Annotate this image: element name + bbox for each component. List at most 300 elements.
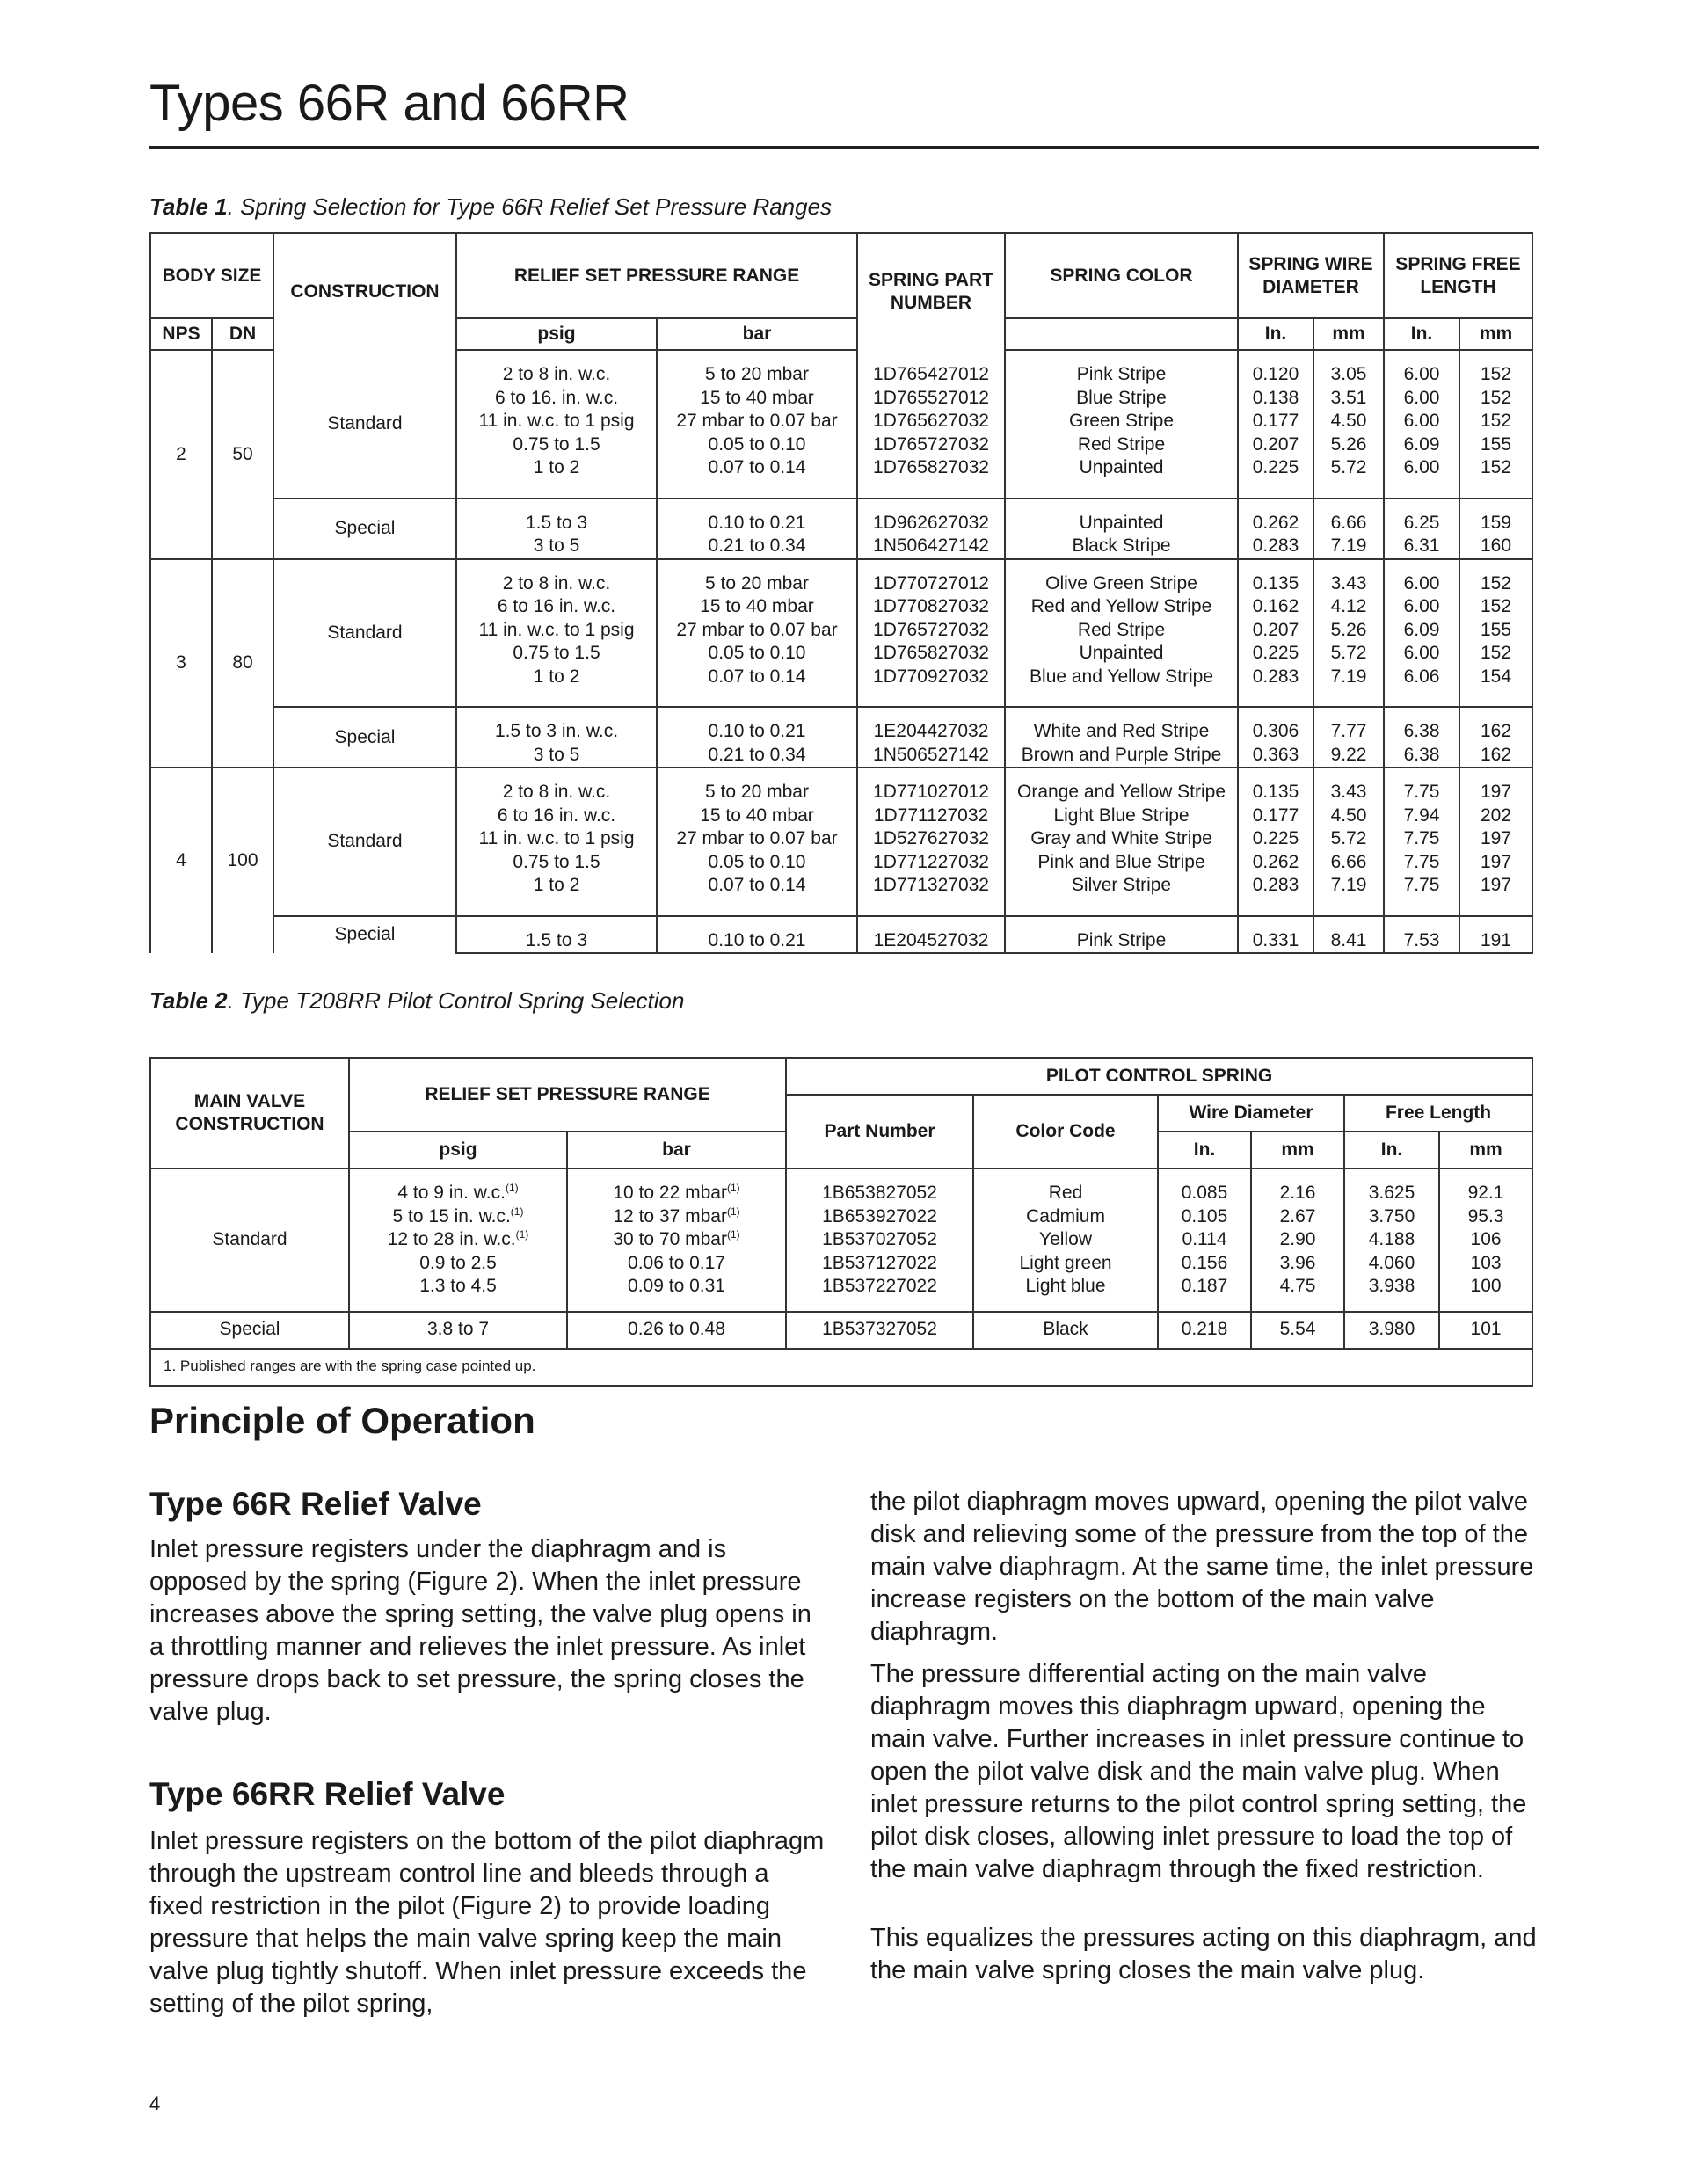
part-number-cell: 1D770827032 (857, 595, 1005, 619)
part-number-cell: 1N506527142 (857, 744, 1005, 768)
header-in2: In. (1384, 318, 1459, 350)
spring-color-cell: Light Blue Stripe (1005, 804, 1238, 828)
spacer-cell (857, 559, 1005, 572)
header-spring-color: SPRING COLOR (1005, 233, 1238, 318)
length-mm-cell: 103 (1439, 1252, 1532, 1276)
length-in-cell: 6.31 (1384, 535, 1459, 559)
part-number-cell: 1D765627032 (857, 410, 1005, 433)
length-in-cell: 6.00 (1384, 410, 1459, 433)
spacer-cell (1005, 559, 1238, 572)
wire-in-cell: 0.262 (1238, 512, 1313, 535)
psig-cell: 2 to 8 in. w.c. (456, 572, 657, 596)
spacer-cell (857, 916, 1005, 929)
spacer-cell (1238, 499, 1313, 512)
part-number-cell: 1D765427012 (857, 363, 1005, 387)
psig-cell: 0.75 to 1.5 (456, 642, 657, 666)
spacer-cell (1005, 480, 1238, 499)
psig-value: 0.9 to 2.5 (419, 1252, 497, 1273)
psig-cell (349, 1228, 567, 1252)
psig-cell: 3 to 5 (456, 535, 657, 559)
table-spacer (150, 499, 1532, 512)
spacer-cell (456, 559, 657, 572)
wire-in-cell: 0.207 (1238, 619, 1313, 643)
bar-cell: 5 to 20 mbar (657, 781, 857, 804)
part-number-cell: 1D770727012 (857, 572, 1005, 596)
header-relief-range: RELIEF SET PRESSURE RANGE (456, 233, 857, 318)
spring-color-cell: Olive Green Stripe (1005, 572, 1238, 596)
length-mm-cell: 197 (1459, 851, 1532, 875)
header-part-number: Part Number (786, 1095, 973, 1168)
spacer-cell (1344, 1168, 1439, 1182)
spacer-cell (1459, 688, 1532, 707)
spacer-cell (786, 1299, 973, 1312)
length-in-cell: 6.09 (1384, 433, 1459, 457)
spacer-cell (857, 480, 1005, 499)
spring-color-cell: Blue Stripe (1005, 387, 1238, 411)
wire-mm-cell: 7.77 (1313, 720, 1384, 744)
wire-mm-cell: 9.22 (1313, 744, 1384, 768)
bar-value: 0.09 to 0.31 (628, 1276, 725, 1296)
wire-in-cell: 0.283 (1238, 666, 1313, 689)
psig-cell: 6 to 16 in. w.c. (456, 595, 657, 619)
wire-mm-cell: 6.66 (1313, 512, 1384, 535)
header-mm1: mm (1251, 1132, 1344, 1168)
bar-cell: 0.26 to 0.48 (567, 1312, 786, 1349)
spacer-cell (1005, 707, 1238, 720)
spacer-cell (1439, 1299, 1532, 1312)
length-in-cell: 3.980 (1344, 1312, 1439, 1349)
wire-mm-cell: 5.26 (1313, 619, 1384, 643)
wire-in-cell: 0.225 (1238, 456, 1313, 480)
length-mm-cell: 152 (1459, 595, 1532, 619)
wire-in-cell: 0.156 (1158, 1252, 1251, 1276)
length-in-cell: 6.00 (1384, 363, 1459, 387)
part-number-cell: 1D771027012 (857, 781, 1005, 804)
spacer-cell (1238, 898, 1313, 916)
length-in-cell: 4.060 (1344, 1252, 1439, 1276)
length-mm-cell: 106 (1439, 1228, 1532, 1252)
wire-mm-cell: 5.26 (1313, 433, 1384, 457)
wire-mm-cell: 4.50 (1313, 804, 1384, 828)
bar-cell (567, 1275, 786, 1299)
wire-mm-cell: 3.51 (1313, 387, 1384, 411)
spacer-cell (1238, 688, 1313, 707)
part-number-cell: 1E204527032 (857, 929, 1005, 954)
table-row (150, 1182, 1532, 1205)
spring-color-cell: Pink Stripe (1005, 929, 1238, 954)
table-spacer (150, 1299, 1532, 1312)
spacer-cell (973, 1168, 1158, 1182)
wire-in-cell: 0.331 (1238, 929, 1313, 954)
spacer-cell (657, 768, 857, 781)
bar-cell: 0.10 to 0.21 (657, 929, 857, 954)
wire-in-cell: 0.135 (1238, 572, 1313, 596)
spacer-cell (1005, 916, 1238, 929)
footnote-ref: (1) (515, 1228, 529, 1241)
part-number-cell: 1B537327052 (786, 1312, 973, 1349)
spacer-cell (1459, 499, 1532, 512)
spacer-cell (657, 707, 857, 720)
header-mm2: mm (1459, 318, 1532, 350)
wire-mm-cell: 2.16 (1251, 1182, 1344, 1205)
spacer-cell (456, 707, 657, 720)
length-mm-cell: 191 (1459, 929, 1532, 954)
length-mm-cell: 155 (1459, 433, 1532, 457)
spacer-cell (1238, 350, 1313, 363)
wire-mm-cell: 5.72 (1313, 456, 1384, 480)
spacer-cell (1251, 1299, 1344, 1312)
bar-value: 30 to 70 mbar (613, 1229, 727, 1249)
color-code-cell: Cadmium (973, 1205, 1158, 1229)
length-mm-cell: 202 (1459, 804, 1532, 828)
table-spacer (150, 1168, 1532, 1182)
spacer-cell (1459, 707, 1532, 720)
spacer-cell (1005, 768, 1238, 781)
spacer-cell (1459, 350, 1532, 363)
header-free-length: Free Length (1344, 1095, 1532, 1132)
spacer-cell (1313, 688, 1384, 707)
construction-cell: Standard (273, 768, 456, 916)
spring-color-cell: Green Stripe (1005, 410, 1238, 433)
spring-color-cell: Silver Stripe (1005, 874, 1238, 898)
part-number-cell: 1D962627032 (857, 512, 1005, 535)
bar-cell: 5 to 20 mbar (657, 572, 857, 596)
length-in-cell: 6.00 (1384, 642, 1459, 666)
length-in-cell: 3.750 (1344, 1205, 1439, 1229)
psig-cell: 1 to 2 (456, 666, 657, 689)
psig-cell: 1.5 to 3 (456, 512, 657, 535)
type66r-heading: Type 66R Relief Valve (149, 1486, 482, 1522)
wire-mm-cell: 6.66 (1313, 851, 1384, 875)
table-row (150, 1312, 1532, 1349)
spacer-cell (857, 898, 1005, 916)
bar-value: 10 to 22 mbar (613, 1183, 727, 1203)
header-color-code: Color Code (973, 1095, 1158, 1168)
length-mm-cell: 152 (1459, 456, 1532, 480)
page-title: Types 66R and 66RR (149, 75, 629, 132)
type66rr-heading: Type 66RR Relief Valve (149, 1776, 506, 1812)
spacer-cell (1459, 916, 1532, 929)
table-spacer (150, 916, 1532, 929)
wire-in-cell: 0.138 (1238, 387, 1313, 411)
type66r-paragraph: Inlet pressure registers under the diaphragm and is opposed by the spring (Figure 2). When the inlet pressure increases above the spring setting, the valve plug opens in a throttling manner and relieves the inlet pressure. As inlet pressure drops back to set pressure, the spring closes the valve plug. (149, 1535, 811, 1726)
wire-in-cell: 0.135 (1238, 781, 1313, 804)
length-in-cell: 7.75 (1384, 874, 1459, 898)
bar-value: 12 to 37 mbar (613, 1205, 727, 1227)
spring-color-cell: Black Stripe (1005, 535, 1238, 559)
psig-cell (349, 1252, 567, 1276)
wire-mm-cell: 7.19 (1313, 535, 1384, 559)
nps-cell: 4 (150, 768, 212, 953)
spring-color-cell: Brown and Purple Stripe (1005, 744, 1238, 768)
part-number-cell: 1D765527012 (857, 387, 1005, 411)
table-row (150, 1275, 1532, 1299)
table-spacer (150, 707, 1532, 720)
psig-cell: 1 to 2 (456, 456, 657, 480)
table2 (149, 1057, 1533, 1387)
nps-cell: 2 (150, 350, 212, 559)
wire-mm-cell: 7.19 (1313, 874, 1384, 898)
table-spacer (150, 768, 1532, 781)
bar-cell: 0.07 to 0.14 (657, 666, 857, 689)
spacer-cell (1238, 916, 1313, 929)
table-spacer (150, 559, 1532, 572)
spacer-cell (1384, 898, 1459, 916)
spring-color-cell: Red Stripe (1005, 433, 1238, 457)
psig-cell: 2 to 8 in. w.c. (456, 781, 657, 804)
part-number-cell: 1B653827052 (786, 1182, 973, 1205)
wire-in-cell: 0.363 (1238, 744, 1313, 768)
bar-cell: 0.05 to 0.10 (657, 642, 857, 666)
part-number-cell: 1D765727032 (857, 433, 1005, 457)
length-mm-cell: 162 (1459, 720, 1532, 744)
spacer-cell (657, 688, 857, 707)
table-row (150, 1252, 1532, 1276)
color-code-cell: Red (973, 1182, 1158, 1205)
header-nps: NPS (150, 318, 212, 350)
spacer-cell (1459, 768, 1532, 781)
table-spacer (150, 350, 1532, 363)
bar-cell: 15 to 40 mbar (657, 804, 857, 828)
right-paragraph-3: This equalizes the pressures acting on this diaphragm, and the main valve spring closes the main valve plug. (870, 1924, 1537, 1984)
nps-cell: 3 (150, 559, 212, 768)
spacer-cell (1313, 898, 1384, 916)
spacer-cell (1459, 480, 1532, 499)
part-number-cell: 1D765827032 (857, 642, 1005, 666)
bar-cell (567, 1182, 786, 1205)
wire-in-cell: 0.225 (1238, 642, 1313, 666)
table-row (150, 1205, 1532, 1229)
header-spring-part: SPRING PART NUMBER (857, 233, 1005, 350)
spacer-cell (456, 898, 657, 916)
spacer-cell (1313, 916, 1384, 929)
spring-color-cell: Red and Yellow Stripe (1005, 595, 1238, 619)
psig-cell: 2 to 8 in. w.c. (456, 363, 657, 387)
wire-mm-cell: 5.72 (1313, 827, 1384, 851)
spring-color-cell: Gray and White Stripe (1005, 827, 1238, 851)
header-relief-range: RELIEF SET PRESSURE RANGE (349, 1058, 786, 1132)
wire-mm-cell: 3.96 (1251, 1252, 1344, 1276)
psig-value: 5 to 15 in. w.c. (392, 1205, 511, 1227)
wire-mm-cell: 5.72 (1313, 642, 1384, 666)
spacer-cell (1251, 1168, 1344, 1182)
table1 (149, 232, 1533, 954)
bar-cell: 0.10 to 0.21 (657, 720, 857, 744)
wire-mm-cell: 2.67 (1251, 1205, 1344, 1229)
table1-caption: Table 1. Spring Selection for Type 66R Relief Set Pressure Ranges (149, 193, 833, 220)
part-number-cell: 1D771127032 (857, 804, 1005, 828)
wire-mm-cell: 4.12 (1313, 595, 1384, 619)
color-code-cell: Light blue (973, 1275, 1158, 1299)
spring-color-cell: Pink Stripe (1005, 363, 1238, 387)
length-mm-cell: 152 (1459, 642, 1532, 666)
spacer-cell (1344, 1299, 1439, 1312)
page-number: 4 (149, 2093, 161, 2115)
spacer-cell (657, 916, 857, 929)
length-mm-cell: 197 (1459, 781, 1532, 804)
length-mm-cell: 197 (1459, 827, 1532, 851)
footnote-ref: (1) (726, 1205, 740, 1218)
psig-cell: 11 in. w.c. to 1 psig (456, 410, 657, 433)
bar-cell: 0.07 to 0.14 (657, 456, 857, 480)
part-number-cell: 1D765727032 (857, 619, 1005, 643)
spacer-cell (786, 1168, 973, 1182)
footnote-ref: (1) (726, 1228, 740, 1241)
spacer-cell (1005, 898, 1238, 916)
length-in-cell: 7.94 (1384, 804, 1459, 828)
spacer-cell (1313, 559, 1384, 572)
length-in-cell: 3.625 (1344, 1182, 1439, 1205)
length-mm-cell: 154 (1459, 666, 1532, 689)
dn-cell: 80 (212, 559, 273, 768)
header-bar: bar (657, 318, 857, 350)
bar-cell: 27 mbar to 0.07 bar (657, 827, 857, 851)
bar-cell (567, 1252, 786, 1276)
length-mm-cell: 159 (1459, 512, 1532, 535)
wire-in-cell: 0.177 (1238, 410, 1313, 433)
spring-color-cell: Unpainted (1005, 512, 1238, 535)
principle-heading: Principle of Operation (149, 1400, 535, 1441)
spacer-cell (567, 1168, 786, 1182)
spacer-cell (657, 350, 857, 363)
spacer-cell (567, 1299, 786, 1312)
spacer-cell (857, 707, 1005, 720)
wire-in-cell: 0.306 (1238, 720, 1313, 744)
wire-mm-cell: 7.19 (1313, 666, 1384, 689)
length-mm-cell: 92.1 (1439, 1182, 1532, 1205)
spacer-cell (1158, 1299, 1251, 1312)
wire-in-cell: 0.207 (1238, 433, 1313, 457)
footnote-ref: (1) (510, 1205, 524, 1218)
header-bar: bar (567, 1132, 786, 1168)
bar-cell: 27 mbar to 0.07 bar (657, 410, 857, 433)
wire-mm-cell: 8.41 (1313, 929, 1384, 954)
wire-in-cell: 0.225 (1238, 827, 1313, 851)
psig-value: 12 to 28 in. w.c. (387, 1229, 516, 1249)
wire-mm-cell: 4.50 (1313, 410, 1384, 433)
spacer-cell (1459, 559, 1532, 572)
table-row (150, 1228, 1532, 1252)
header-main-valve: MAIN VALVE CONSTRUCTION (150, 1058, 349, 1168)
psig-cell (349, 1205, 567, 1229)
length-in-cell: 6.06 (1384, 666, 1459, 689)
spacer-cell (1439, 1168, 1532, 1182)
wire-in-cell: 0.187 (1158, 1275, 1251, 1299)
spacer-cell (973, 1299, 1158, 1312)
psig-cell: 11 in. w.c. to 1 psig (456, 827, 657, 851)
part-number-cell: 1D770927032 (857, 666, 1005, 689)
length-in-cell: 6.00 (1384, 387, 1459, 411)
length-in-cell: 7.75 (1384, 827, 1459, 851)
bar-cell: 0.21 to 0.34 (657, 535, 857, 559)
psig-cell: 0.75 to 1.5 (456, 433, 657, 457)
bar-cell: 0.10 to 0.21 (657, 512, 857, 535)
psig-value: 4 to 9 in. w.c. (397, 1183, 506, 1203)
bar-value: 0.06 to 0.17 (628, 1252, 725, 1273)
length-in-cell: 7.75 (1384, 851, 1459, 875)
length-in-cell: 6.00 (1384, 595, 1459, 619)
construction-cell: Standard (273, 350, 456, 499)
spring-color-cell: Blue and Yellow Stripe (1005, 666, 1238, 689)
length-mm-cell: 160 (1459, 535, 1532, 559)
spacer-cell (1313, 499, 1384, 512)
wire-in-cell: 0.114 (1158, 1228, 1251, 1252)
psig-cell (349, 1182, 567, 1205)
part-number-cell: 1B537127022 (786, 1252, 973, 1276)
dn-cell: 50 (212, 350, 273, 559)
bar-cell (567, 1205, 786, 1229)
construction-cell: Standard (150, 1168, 349, 1312)
length-mm-cell: 197 (1459, 874, 1532, 898)
spring-color-cell: Unpainted (1005, 456, 1238, 480)
footnote-ref: (1) (726, 1182, 740, 1194)
header-in1: In. (1158, 1132, 1251, 1168)
spacer-cell (1313, 707, 1384, 720)
color-code-cell: Black (973, 1312, 1158, 1349)
wire-mm-cell: 3.05 (1313, 363, 1384, 387)
spacer-cell (1238, 707, 1313, 720)
header-psig: psig (456, 318, 657, 350)
spring-color-cell: Red Stripe (1005, 619, 1238, 643)
wire-mm-cell: 3.43 (1313, 781, 1384, 804)
color-code-cell: Light green (973, 1252, 1158, 1276)
spacer-cell (1158, 1168, 1251, 1182)
spacer-cell (857, 499, 1005, 512)
spacer-cell (857, 768, 1005, 781)
part-number-cell: 1D771227032 (857, 851, 1005, 875)
right-paragraph-1: the pilot diaphragm moves upward, opening the pilot valve disk and relieving some of the pressure from the top of the main valve diaphragm. At the same time, the inlet pressure increase registers on the bottom of the main valve diaphragm. (870, 1488, 1534, 1646)
bar-cell: 27 mbar to 0.07 bar (657, 619, 857, 643)
psig-cell: 1.5 to 3 (456, 929, 657, 954)
header-psig: psig (349, 1132, 567, 1168)
psig-value: 1.3 to 4.5 (419, 1276, 497, 1296)
psig-cell (349, 1275, 567, 1299)
bar-cell: 0.05 to 0.10 (657, 433, 857, 457)
length-mm-cell: 152 (1459, 410, 1532, 433)
spacer-cell (1005, 688, 1238, 707)
header-wire-diameter: Wire Diameter (1158, 1095, 1344, 1132)
wire-mm-cell: 5.54 (1251, 1312, 1344, 1349)
part-number-cell: 1B537027052 (786, 1228, 973, 1252)
part-number-cell: 1D765827032 (857, 456, 1005, 480)
spacer-cell (1005, 350, 1238, 363)
spring-color-cell: White and Red Stripe (1005, 720, 1238, 744)
spring-color-cell: Unpainted (1005, 642, 1238, 666)
title-rule (149, 146, 1539, 149)
spacer-cell (1384, 350, 1459, 363)
length-in-cell: 3.938 (1344, 1275, 1439, 1299)
spacer-cell (657, 480, 857, 499)
bar-cell: 15 to 40 mbar (657, 387, 857, 411)
construction-cell: Special (273, 707, 456, 768)
footnote-ref: (1) (505, 1182, 519, 1194)
header-body-size: BODY SIZE (150, 233, 273, 318)
bar-cell: 0.21 to 0.34 (657, 744, 857, 768)
footnote: 1. Published ranges are with the spring case pointed up. (150, 1349, 1532, 1386)
spacer-cell (1005, 499, 1238, 512)
spacer-cell (349, 1168, 567, 1182)
right-paragraph-2: The pressure differential acting on the main valve diaphragm moves this diaphragm upward, opening the main valve. Further increases in inlet pressure continue to open the pilot valve disk and the main valve plug. When inlet pressure returns to the pilot control spring setting, the pilot disk closes, allowing inlet pressure to load the top of the main valve diaphragm through the fixed restriction. (870, 1660, 1527, 1883)
spacer-cell (456, 768, 657, 781)
header-in1: In. (1238, 318, 1313, 350)
length-in-cell: 6.00 (1384, 572, 1459, 596)
spacer-cell (1459, 898, 1532, 916)
part-number-cell: 1B653927022 (786, 1205, 973, 1229)
psig-cell: 3.8 to 7 (349, 1312, 567, 1349)
header-spring-color-sub (1005, 318, 1238, 350)
spacer-cell (1313, 768, 1384, 781)
wire-in-cell: 0.283 (1238, 535, 1313, 559)
